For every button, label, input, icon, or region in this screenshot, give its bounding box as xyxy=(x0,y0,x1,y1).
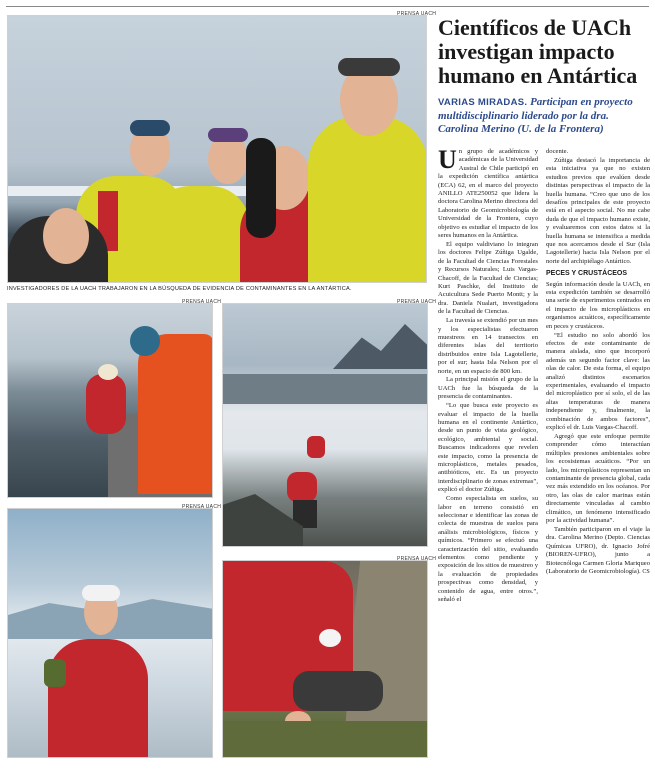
article-column-2 xyxy=(546,148,650,577)
section-heading: PECES Y CRUSTÁCEOS xyxy=(546,270,628,278)
photo-credit-4: PRENSA UACH xyxy=(182,504,222,510)
paragraph: Según información desde la UACh, en esta expedición también se desarrolló una serie de experimentos centrados en el impacto de los microplásticos en organismos acuáticos, específicamente en peces y crustáceos. xyxy=(546,280,650,330)
paragraph: docente. xyxy=(546,148,569,155)
kicker: VARIAS MIRADAS. xyxy=(438,97,528,108)
paragraph: n grupo de académicos y académicas de la Universidad Austral de Chile participó en la expedición científica antártica (ECA) 62, en el marco del proyecto ANILLO ATE250052 que lidera la doctora Carolina Merino directora del Laboratorio de Geomicrobiología de Universidad de la Frontera, cuyo objetivo es estudiar el impacto de los seres humanos en la Antártica. xyxy=(438,148,538,240)
slope-photo xyxy=(222,303,428,547)
photo-credit-2: PRENSA UACH xyxy=(182,299,222,305)
paragraph: La travesía se extendió por un mes y los especialistas efectuaron muestreos en 14 transectos en diferentes islas del territorio distribuidos entre Isla Lagotellerie, por el sur; hasta Isla Nelson por el norte, en un espacio de 800 km. xyxy=(438,317,538,375)
rocks-photo xyxy=(222,560,428,758)
photo-caption: INVESTIGADORES DE LA UACH TRABAJARON EN LA BÚSQUEDA DE EVIDENCIA DE CONTAMINANTES EN LA ANTÁRTICA. xyxy=(7,286,352,292)
photo-credit: PRENSA UACH xyxy=(397,11,437,17)
paragraph: Agregó que este enfoque permite comprender cómo interactúan múltiples presiones ambientales sobre los ecosistemas acuáticos. “Por un lado, los microplásticos representan un contaminante de presencia global, cada vez más extendido en los océanos. Por otro, las olas de calor marinas están directamente vinculadas al cambio climático, un fenómeno intensificado por la actividad humana”. xyxy=(546,432,650,524)
lead-paragraph xyxy=(438,145,538,240)
boat-photo xyxy=(7,303,213,498)
paragraph: “Lo que busca este proyecto es evaluar el impacto de la huella humana en el continente Antártico, desde un punto de vista geológico, ecológico, ambiental y social. Buscamos indicadores que revelen este impacto, como la presencia de microplásticos, metales pesados, antibióticos, etc. Es un proyecto interdisciplinario de zonas extremas”, explicó el doctor Zúñiga. xyxy=(438,402,538,494)
paragraph xyxy=(546,526,650,576)
article-column-1 xyxy=(438,145,538,605)
subheading xyxy=(438,96,650,137)
end-mark: CS xyxy=(642,568,650,575)
subhead: Participan en proyecto multidisciplinario liderado por la dra. Carolina Merino (U. de la Frontera) xyxy=(438,96,633,135)
paragraph: La principal misión el grupo de la UACh fue la búsqueda de la presencia de contaminantes. xyxy=(438,376,538,401)
paragraph: “El estudio no solo abordó los efectos de este contaminante de manera aislada, sino que incorporó además un segundo factor clave: las olas de calor. De esta forma, el equipo analizó distintos escenarios experimentales, evaluando el impacto del microplástico por sí solo, el de las altas temperaturas de manera independiente y, finalmente, la combinación de ambos factores”, explicó el dr. Luis Vargas-Chacoff. xyxy=(546,331,650,431)
headline: Científicos de UACh investigan impacto humano en Antártica xyxy=(438,15,638,88)
group-photo xyxy=(7,15,427,283)
photo-credit-3: PRENSA UACH xyxy=(397,299,437,305)
paragraph: El equipo valdiviano lo integran los doctores Felipe Zúñiga Ugalde, de la Facultad de Ciencias Forestales y Recursos Naturales; Luis Vargas-Chacoff, de la Facultad de Ciencias; Kurt Paschke, del Instituto de Acuicultura Sede Puerto Montt; y la dra. Daniela Nualart, investigadora de la Facultad de Ciencias. xyxy=(438,240,538,316)
paragraph: Como especialista en suelos, su labor en terreno consistió en seleccionar e identificar las zonas de colecta de muestras de suelos para análisis microbiológicos, físicos y químicos. “Primero se efectuó una caracterización del sitio, evaluando elementos como pendiente y exposición de los sitios de muestreo y la evaluación de propiedades prospectivas como densidad, y contenido de agua, entre otros.”, señaló el xyxy=(438,495,538,604)
drop-cap: U xyxy=(438,145,457,174)
paragraph: Zúñiga destacó la importancia de esta iniciativa ya que no existen estudios previos que evalúen desde distintas perspectivas el impacto de la huella humana. “Creo que uno de los desafíos principales de este proyecto está en el aspecto social. No me cabe duda de que el impacto humano existe, y evaluaremos con estos datos si la huella humana se intensifica a medida que nos acercamos desde el Sur (Isla Lagotellerie) hacia Isla Nelson por el norte del archipiélago Antártico. xyxy=(546,156,650,265)
researcher-photo xyxy=(7,508,213,758)
paragraph-text: También participaron en el viaje la dra. Carolina Merino (Depto. Ciencias Químicas UFRO), dr. Ignacio Jofré (BIOREN-UFRO), junto a Biotecnóloga Carmen Gloria Mariqueo (Laboratorio de Geomicrobiología). xyxy=(546,525,650,575)
photo-credit-5: PRENSA UACH xyxy=(397,556,437,562)
top-rule xyxy=(6,6,649,7)
